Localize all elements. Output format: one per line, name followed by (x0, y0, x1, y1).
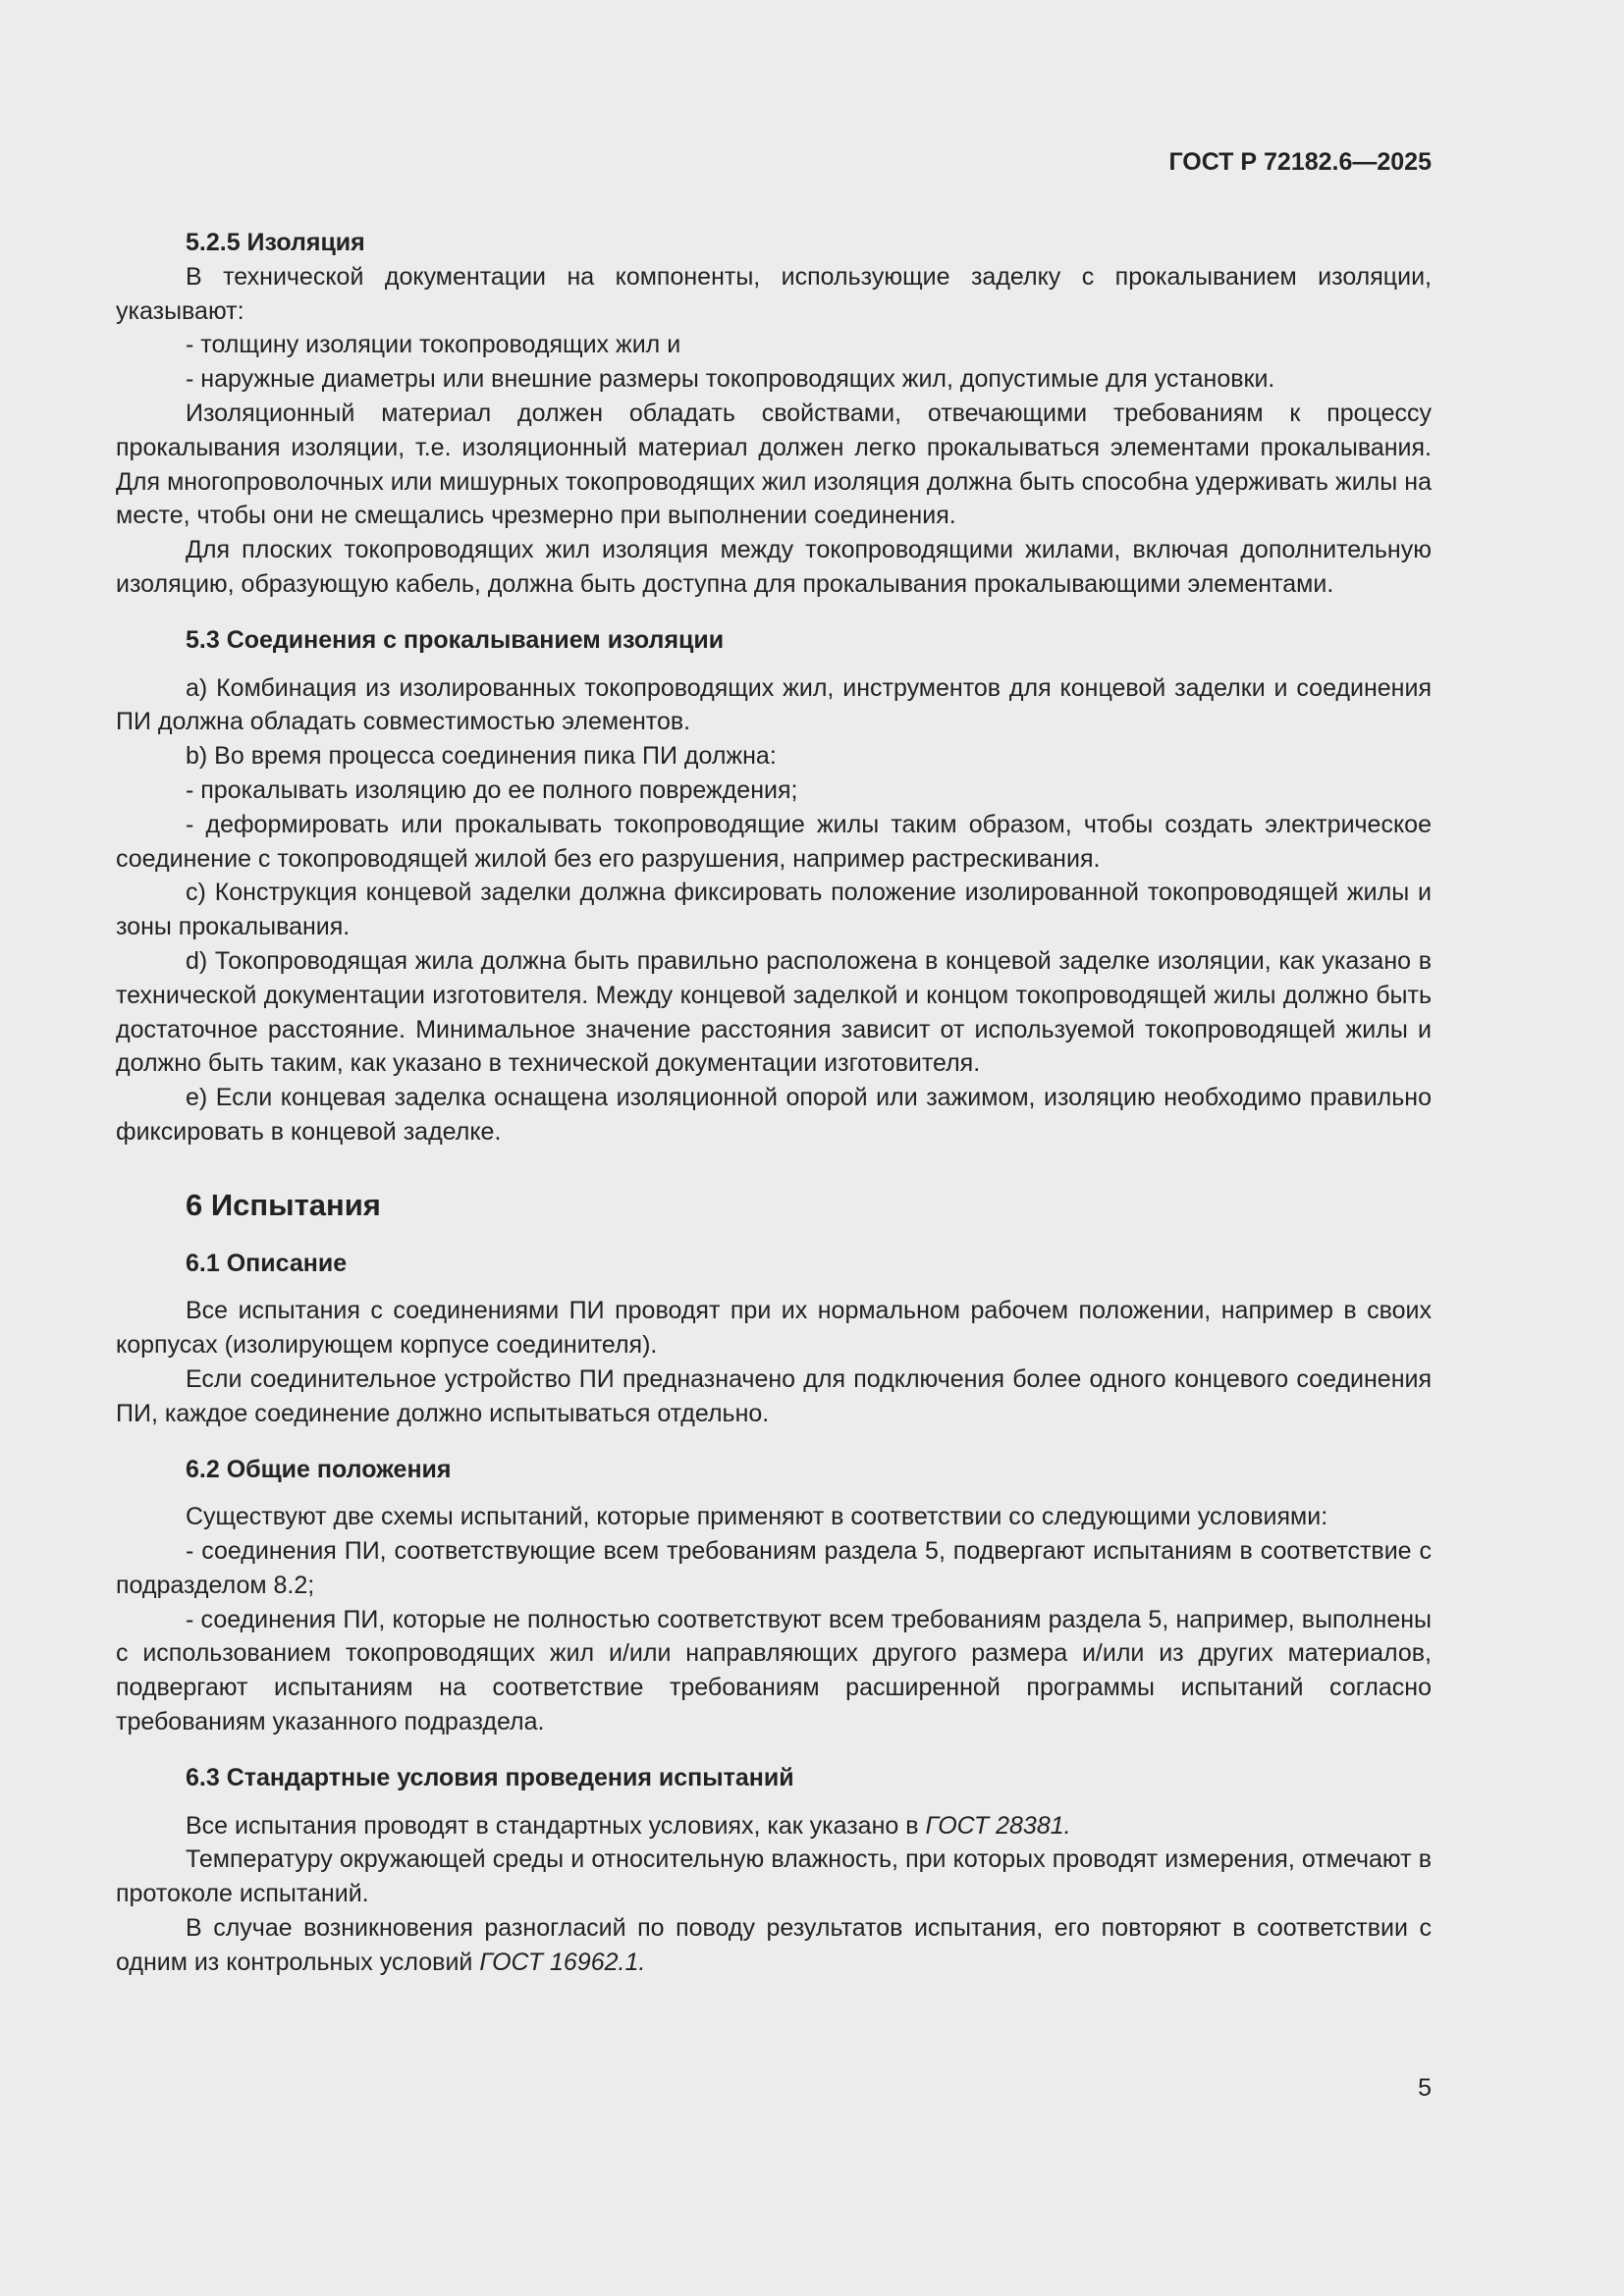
heading-6-1: 6.1 Описание (186, 1249, 348, 1277)
page-content (116, 226, 1432, 1980)
list-item: а) Комбинация из изолированных токопроводящих жил, инструментов для концевой заделки и соединения ПИ должна обладать совместимостью элементов. (116, 673, 1432, 736)
heading-5-3: 5.3 Соединения с прокалыванием изоляции (186, 625, 725, 654)
paragraph (116, 1911, 1432, 1980)
paragraph: Изоляционный материал должен обладать свойствами, отвечающими требованиям к процессу прокалывания изоляции, т.е. изоляционный материал должен легко прокалываться элементами прокалывания. Для многопроволочных или мишурных токопроводящих жил изоляция должна быть способна удерживать жилы на месте, чтобы они не смещались чрезмерно при выполнении соединения. (116, 399, 1432, 530)
list-item: - соединения ПИ, соответствующие всем требованиям раздела 5, подвергают испытаниям в соответствие с подразделом 8.2; (116, 1537, 1432, 1599)
paragraph-text: Все испытания проводят в стандартных условиях, как указано в (186, 1811, 926, 1840)
page-number: 5 (1418, 2074, 1432, 2102)
list-item: c) Конструкция концевой заделки должна фиксировать положение изолированной токопроводящей жилы и зоны прокалывания. (116, 879, 1432, 941)
list-item: - соединения ПИ, которые не полностью соответствуют всем требованиям раздела 5, например, выполнены с использованием токопроводящих жил и/или направляющих другого размера и/или из других материалов, подвергают испытаниям на соответствие требованиям расширенной программы испытаний согласно требованиям указанного подраздела. (116, 1605, 1432, 1736)
paragraph: Для плоских токопроводящих жил изоляция между токопроводящими жилами, включая дополнительную изоляцию, образующую кабель, должна быть доступна для прокалывания прокалывающими элементами. (116, 536, 1432, 598)
heading-6-2: 6.2 Общие положения (186, 1455, 452, 1483)
paragraph-text: В случае возникновения разногласий по поводу результатов испытания, его повторяют в соответствии с одним из контрольных условий (116, 1914, 1432, 1976)
standard-reference: ГОСТ 16962.1. (479, 1948, 646, 1976)
paragraph: Существуют две схемы испытаний, которые применяют в соответствии со следующими условиями: (186, 1503, 1328, 1531)
list-item: b) Во время процесса соединения пика ПИ должна: (186, 742, 777, 771)
paragraph: Все испытания с соединениями ПИ проводят при их нормальном рабочем положении, например в своих корпусах (изолирующем корпусе соединителя). (116, 1297, 1432, 1360)
list-item: - прокалывать изоляцию до ее полного повреждения; (186, 775, 798, 804)
list-item: - наружные диаметры или внешние размеры токопроводящих жил, допустимые для установки. (186, 365, 1275, 394)
paragraph: Температуру окружающей среды и относительную влажность, при которых проводят измерения, отмечают в протоколе испытаний. (116, 1845, 1432, 1908)
paragraph: В технической документации на компоненты, использующие заделку с прокалыванием изоляции, указывают: (116, 262, 1432, 325)
document-id: ГОСТ Р 72182.6—2025 (1168, 148, 1432, 176)
list-item: - деформировать или прокалывать токопроводящие жилы таким образом, чтобы создать электрическое соединение с токопроводящей жилой без его разрушения, например растрескивания. (116, 810, 1432, 873)
standard-reference: ГОСТ 28381. (925, 1811, 1071, 1840)
heading-6: 6 Испытания (186, 1187, 381, 1222)
list-item: d) Токопроводящая жила должна быть правильно расположена в концевой заделке изоляции, как указано в технической документации изготовителя. Между концевой заделкой и концом токопроводящей жилы должно быть достаточное расстояние. Минимальное значение расстояния зависит от используемой токопроводящей жилы и должно быть таким, как указано в технической документации изготовителя. (116, 946, 1432, 1078)
heading-5-2-5: 5.2.5 Изоляция (186, 229, 365, 256)
paragraph: Если соединительное устройство ПИ предназначено для подключения более одного концевого соединения ПИ, каждое соединение должно испытываться отдельно. (116, 1364, 1432, 1427)
list-item: - толщину изоляции токопроводящих жил и (186, 331, 681, 359)
heading-6-3: 6.3 Стандартные условия проведения испытаний (186, 1763, 794, 1791)
list-item: е) Если концевая заделка оснащена изоляционной опорой или зажимом, изоляцию необходимо правильно фиксировать в концевой заделке. (116, 1084, 1432, 1146)
paragraph (116, 1809, 1432, 1843)
